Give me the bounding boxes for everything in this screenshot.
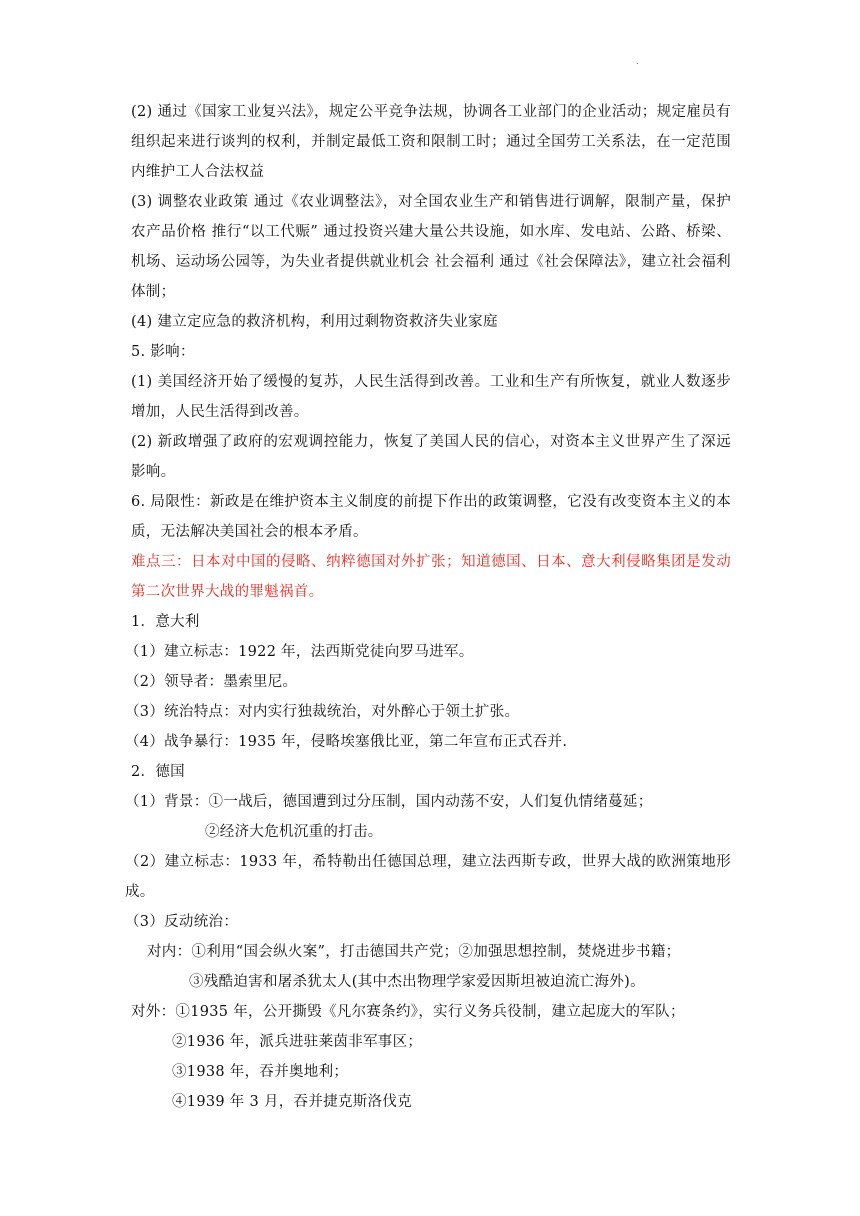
foreign-policy-1: 对外：①1935 年，公开撕毁《凡尔赛条约》，实行义务兵役制，建立起庞大的军队； xyxy=(131,1004,685,1020)
foreign-policy-2: ②1936 年，派兵进驻莱茵非军事区； xyxy=(172,1034,423,1050)
difficulty-heading: 难点三：日本对中国的侵略、纳粹德国对外扩张；知道德国、日本、意大利侵略集团是发动第二次世界大战的罪魁祸首。 xyxy=(131,554,731,600)
italy-item-2: （2）领导者：墨索里尼。 xyxy=(125,674,298,690)
heading-impact: 5. 影响： xyxy=(131,344,195,360)
germany-rule-heading: （3）反动统治： xyxy=(125,914,239,930)
italy-item-4: （4）战争暴行：1935 年，侵略埃塞俄比亚，第二年宣布正式吞并. xyxy=(125,734,568,750)
paragraph-agriculture-policy: (3) 调整农业政策 通过《农业调整法》，对全国农业生产和销售进行调解，限制产量，保护农产品价格 推行“以工代赈” 通过投资兴建大量公共设施，如水库、发电站、公路、桥梁、机场、运动场公园等，为失业者提供就业机会 社会福利 通过《社会保障法》，建立社会福利体制； xyxy=(131,194,731,300)
germany-background-1: （1）背景：①一战后，德国遭到过分压制，国内动荡不安，人们复仇情绪蔓延； xyxy=(125,794,653,810)
paragraph-industry-recovery: (2) 通过《国家工业复兴法》，规定公平竞争法规，协调各工业部门的企业活动；规定雇员有组织起来进行谈判的权利，并制定最低工资和限制工时；通过全国劳工关系法，在一定范围内维护工人合法权益 xyxy=(131,104,731,180)
germany-establishment: （2）建立标志：1933 年，希特勒出任德国总理，建立法西斯专政，世界大战的欧洲策地形成。 xyxy=(125,854,731,900)
foreign-policy-4: ④1939 年 3 月，吞并捷克斯洛伐克 xyxy=(172,1094,412,1110)
domestic-policy-1: 对内：①利用“国会纵火案”，打击德国共产党；②加强思想控制，焚烧进步书籍； xyxy=(147,944,681,960)
italy-item-3: （3）统治特点：对内实行独裁统治，对外醉心于领土扩张。 xyxy=(125,704,520,720)
paragraph-impact-2: (2) 新政增强了政府的宏观调控能力，恢复了美国人民的信心，对资本主义世界产生了深远影响。 xyxy=(131,434,731,480)
paragraph-limitations: 6. 局限性：新政是在维护资本主义制度的前提下作出的政策调整，它没有改变资本主义的本质，无法解决美国社会的根本矛盾。 xyxy=(131,494,731,540)
page-marker: . xyxy=(636,57,639,66)
document-body xyxy=(125,97,731,1117)
paragraph-relief-agency: (4) 建立定应急的救济机构，利用过剩物资救济失业家庭 xyxy=(131,314,498,330)
foreign-policy-3: ③1938 年，吞并奥地利； xyxy=(172,1064,349,1080)
heading-germany: 2．德国 xyxy=(131,764,185,780)
germany-background-2: ②经济大危机沉重的打击。 xyxy=(205,824,383,840)
domestic-policy-2: ③残酷迫害和屠杀犹太人(其中杰出物理学家爱因斯坦被迫流亡海外)。 xyxy=(189,974,645,990)
italy-item-1: （1）建立标志：1922 年，法西斯党徒向罗马进军。 xyxy=(125,644,474,660)
paragraph-impact-1: (1) 美国经济开始了缓慢的复苏，人民生活得到改善。工业和生产有所恢复，就业人数逐步增加，人民生活得到改善。 xyxy=(131,374,731,420)
heading-italy: 1．意大利 xyxy=(131,614,200,630)
